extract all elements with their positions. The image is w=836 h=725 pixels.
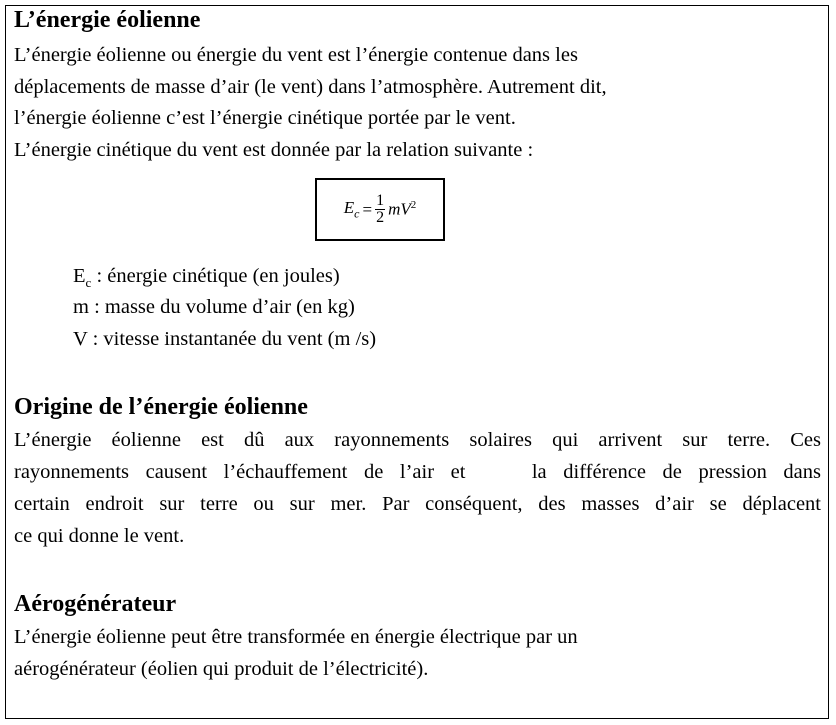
formula-exponent: 2 bbox=[410, 199, 417, 212]
paragraph-line: certain endroit sur terre ou sur mer. Par conséquent, des masses d’air se déplacent bbox=[14, 493, 821, 515]
paragraph-line: L’énergie éolienne ou énergie du vent est l’énergie contenue dans les bbox=[14, 44, 578, 66]
paragraph-line: aérogénérateur (éolien qui produit de l’électricité). bbox=[14, 658, 429, 680]
fraction-numerator: 1 bbox=[376, 192, 385, 209]
formula-equals: = bbox=[362, 199, 373, 219]
paragraph-line: ce qui donne le vent. bbox=[14, 525, 185, 547]
formula-lhs-sub: c bbox=[354, 206, 360, 221]
heading-origine: Origine de l’énergie éolienne bbox=[14, 394, 308, 420]
paragraph-line: déplacements de masse d’air (le vent) dans l’atmosphère. Autrement dit, bbox=[14, 76, 607, 98]
def-symbol: E bbox=[73, 265, 86, 287]
definition-v bbox=[73, 327, 376, 351]
def-symbol: m bbox=[73, 296, 89, 318]
formula-fraction bbox=[375, 193, 385, 226]
def-symbol: V bbox=[73, 328, 88, 350]
kinetic-energy-formula bbox=[315, 178, 445, 241]
def-text: : énergie cinétique (en joules) bbox=[91, 265, 340, 287]
heading-aerogenerateur: Aérogénérateur bbox=[14, 591, 177, 617]
fraction-denominator: 2 bbox=[376, 209, 385, 226]
def-sub: c bbox=[85, 275, 92, 291]
definition-ec bbox=[73, 264, 340, 295]
definition-m bbox=[73, 295, 355, 319]
paragraph-line: l’énergie éolienne c’est l’énergie cinétique portée par le vent. bbox=[14, 107, 516, 129]
paragraph-line: L’énergie cinétique du vent est donnée par la relation suivante : bbox=[14, 139, 534, 161]
formula-rhs: mV bbox=[388, 199, 411, 219]
def-text: : vitesse instantanée du vent (m /s) bbox=[87, 328, 377, 350]
paragraph-line: rayonnements causent l’échauffement de l’air et la différence de pression dans bbox=[14, 461, 821, 483]
formula-lhs: E bbox=[343, 197, 355, 217]
paragraph-line: L’énergie éolienne peut être transformée en énergie électrique par un bbox=[14, 626, 578, 648]
paragraph-line: L’énergie éolienne est dû aux rayonnements solaires qui arrivent sur terre. Ces bbox=[14, 429, 821, 451]
def-text: : masse du volume d’air (en kg) bbox=[88, 296, 355, 318]
heading-energie-eolienne: L’énergie éolienne bbox=[14, 7, 201, 33]
